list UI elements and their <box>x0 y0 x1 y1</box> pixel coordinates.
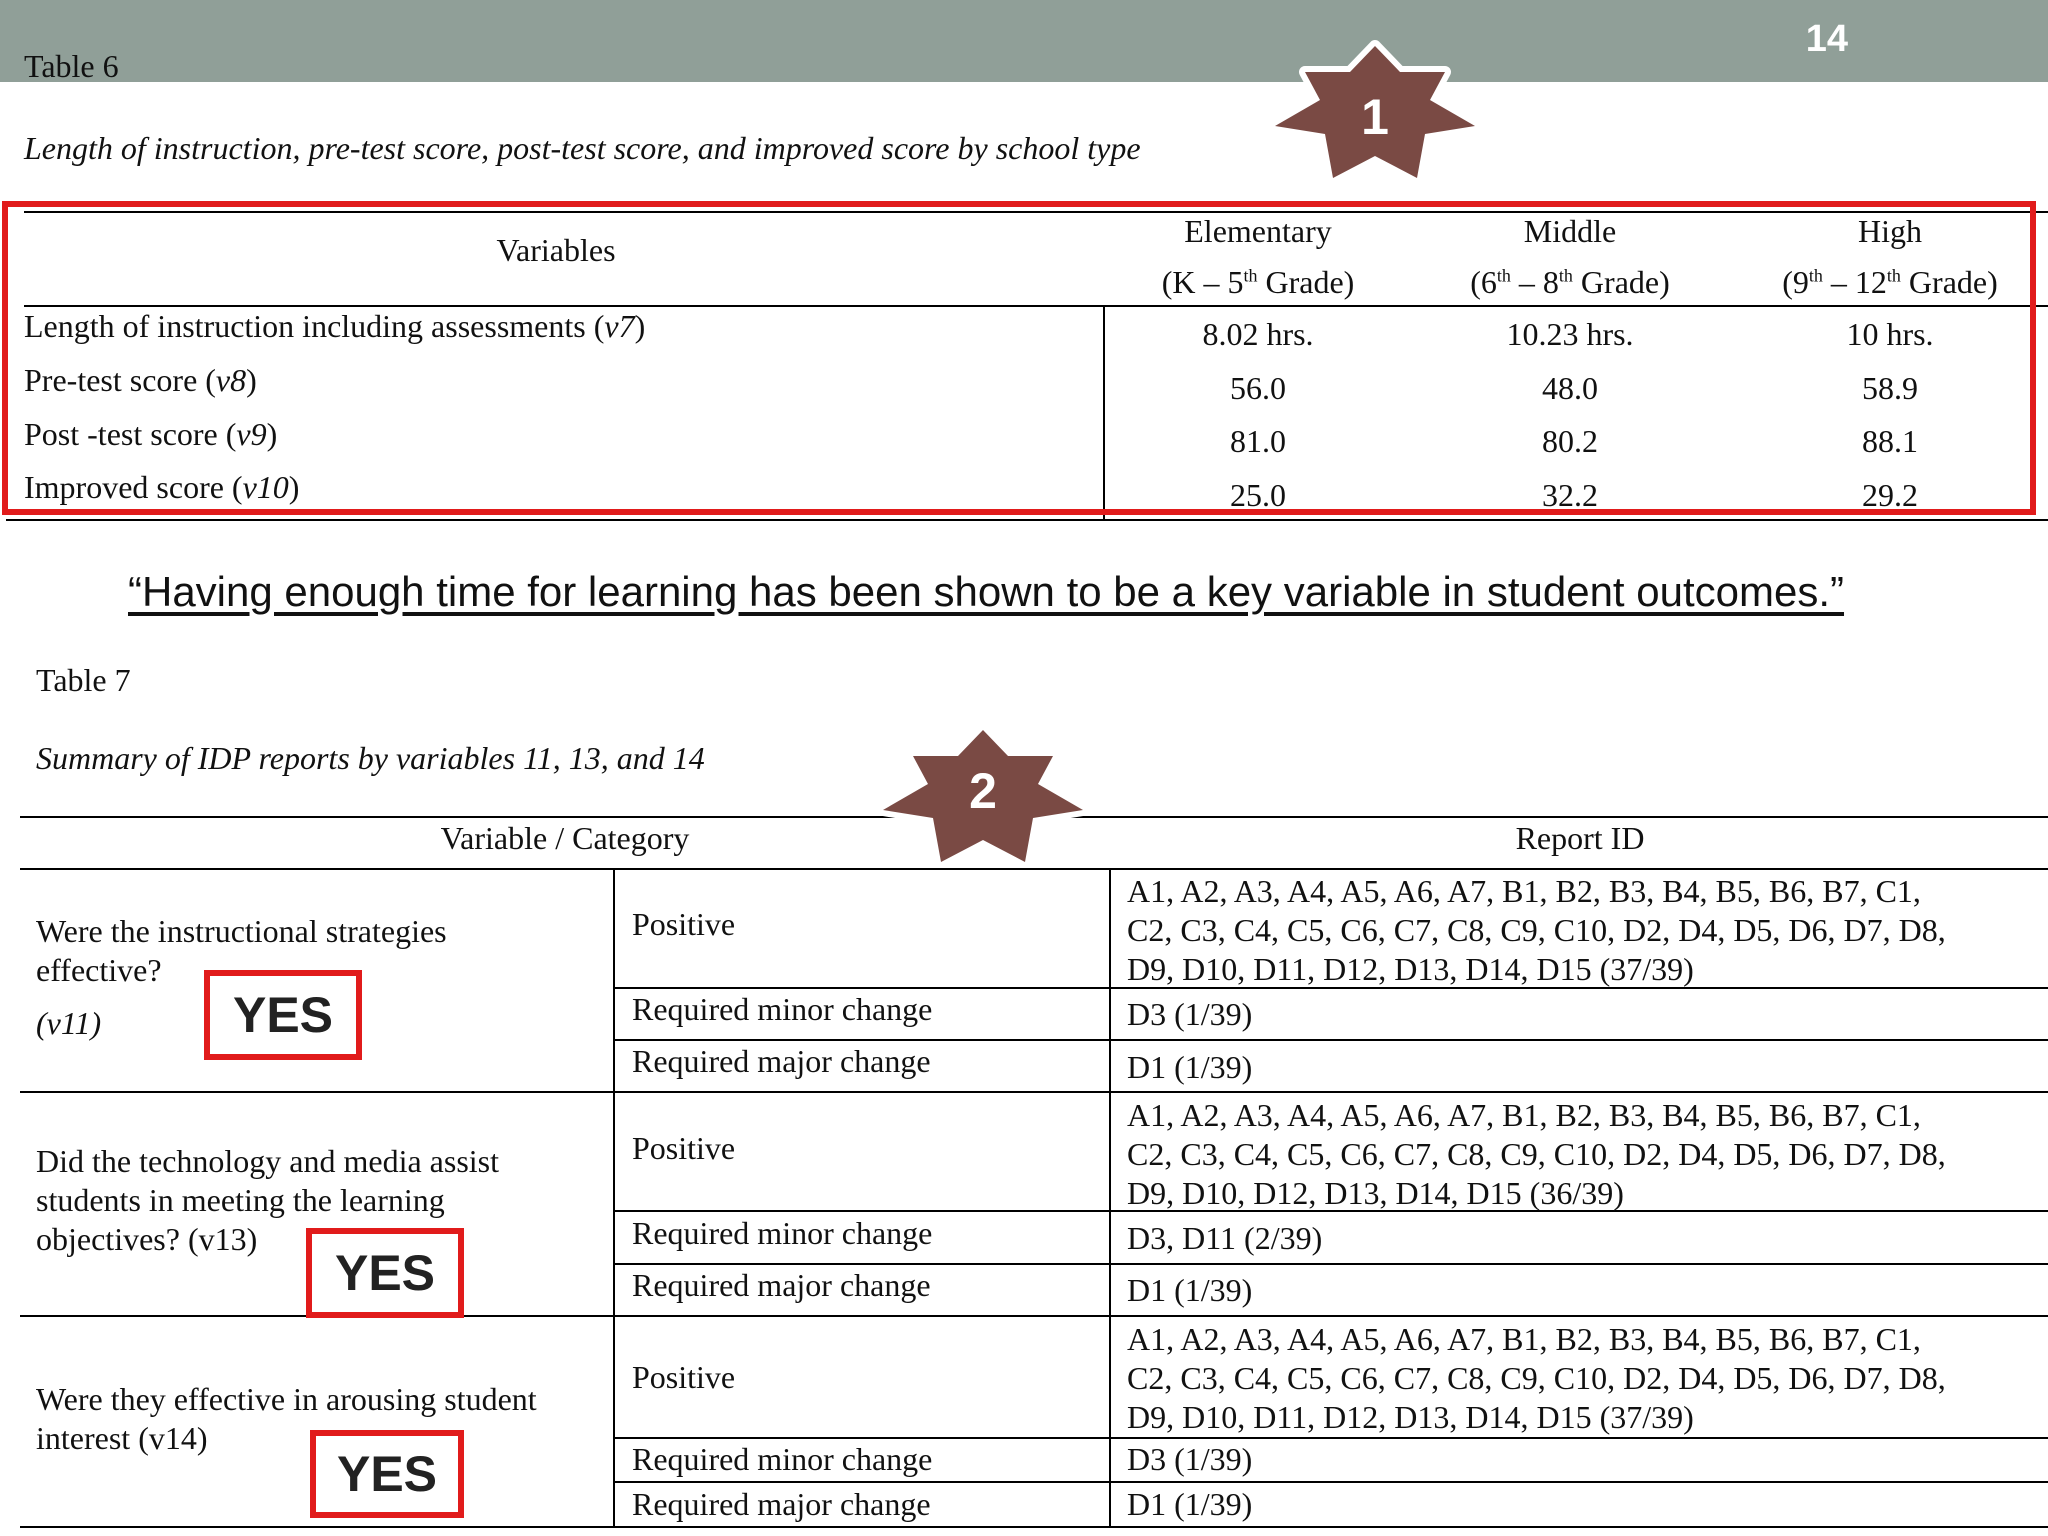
table7-category: Positive <box>632 906 736 942</box>
table7-caption: Summary of IDP reports by variables 11, 13, and 14 <box>36 740 705 776</box>
table7-report-ids: A1, A2, A3, A4, A5, A6, A7, B1, B2, B3, B4, B5, B6, B7, C1, C2, C3, C4, C5, C6, C7, C8, C9, C10, D2, D4, D5, D6, D7, D8, D9, D10, D11, D12, D13, D14, D15 (37/39) <box>1127 873 1946 987</box>
table6-cell: 81.0 <box>1230 423 1286 459</box>
table6-col-elementary-range: (K – 5th Grade) <box>1161 264 1355 300</box>
yes-badge: YES <box>204 970 362 1060</box>
table7-report-ids: D1 (1/39) <box>1127 1049 1253 1085</box>
table6-cell: 8.02 hrs. <box>1202 316 1314 352</box>
table6-cell: 48.0 <box>1542 370 1598 406</box>
table6-cell: 32.2 <box>1542 477 1598 513</box>
table7-column-divider <box>1109 868 1111 1526</box>
table6-bottom-rule <box>6 519 2048 521</box>
table7-category: Required minor change <box>632 1441 933 1477</box>
yes-badge: YES <box>306 1228 464 1318</box>
table7-report-ids: D1 (1/39) <box>1127 1272 1253 1308</box>
callout-number-2: 2 <box>969 763 997 819</box>
page-number: 14 <box>1805 18 1848 60</box>
table7-question: Were the instructional strategies effective? (v11) <box>36 913 447 1041</box>
table7-subrow-rule <box>613 1437 2048 1439</box>
table6-cell: 10 hrs. <box>1846 316 1934 352</box>
table7-col-variable: Variable / Category <box>440 820 690 856</box>
callout-number-1: 1 <box>1361 89 1389 145</box>
table6-row-label: Post -test score (v9) <box>24 416 278 452</box>
table7-category: Required major change <box>632 1267 931 1303</box>
table6-row-label: Pre-test score (v8) <box>24 362 257 398</box>
table7-subrow-rule <box>613 1263 2048 1265</box>
table7-column-divider <box>613 868 615 1526</box>
table6-cell: 56.0 <box>1230 370 1286 406</box>
table7-report-ids: A1, A2, A3, A4, A5, A6, A7, B1, B2, B3, B4, B5, B6, B7, C1, C2, C3, C4, C5, C6, C7, C8, C9, C10, D2, D4, D5, D6, D7, D8, D9, D10, D11, D12, D13, D14, D15 (37/39) <box>1127 1321 1946 1435</box>
table6-cell: 10.23 hrs. <box>1506 316 1634 352</box>
table6-label: Table 6 <box>24 48 119 84</box>
table7-report-ids: D3 (1/39) <box>1127 996 1253 1032</box>
table7-category: Required minor change <box>632 991 933 1027</box>
table7-bottom-rule <box>20 1526 2048 1528</box>
table7-category: Positive <box>632 1130 736 1166</box>
table6-cell: 25.0 <box>1230 477 1286 513</box>
header-bar <box>0 0 2048 82</box>
table7-report-ids: D1 (1/39) <box>1127 1486 1253 1522</box>
table6-cell: 80.2 <box>1542 423 1598 459</box>
table6-col-middle-title: Middle <box>1523 213 1617 249</box>
table6-row-label: Improved score (v10) <box>24 469 300 505</box>
table7-category: Required major change <box>632 1486 931 1522</box>
table6-col-variables: Variables <box>496 232 616 268</box>
table6-col-elementary-title: Elementary <box>1184 213 1332 249</box>
table7-category: Required minor change <box>632 1215 933 1251</box>
table7-report-ids: D3 (1/39) <box>1127 1441 1253 1477</box>
table6-cell: 58.9 <box>1862 370 1918 406</box>
table7-subrow-rule <box>613 1481 2048 1483</box>
table6-col-high-title: High <box>1858 213 1922 249</box>
table6-highlight-box <box>2 201 2036 515</box>
table7-col-report: Report ID <box>1515 820 1645 856</box>
table7-category: Positive <box>632 1359 736 1395</box>
table7-report-ids: D3, D11 (2/39) <box>1127 1220 1323 1256</box>
table7-subrow-rule <box>613 1039 2048 1041</box>
yes-badge: YES <box>310 1430 464 1518</box>
table6-caption: Length of instruction, pre-test score, post-test score, and improved score by school type <box>24 130 1141 166</box>
table7-label: Table 7 <box>36 662 131 698</box>
table7-group-rule <box>20 1091 2048 1093</box>
key-quote: “Having enough time for learning has been shown to be a key variable in student outcomes.” <box>128 568 1845 615</box>
table7-question: Did the technology and media assist students in meeting the learning objectives? (v13) <box>36 1143 500 1257</box>
table7-question: Were they effective in arousing student interest (v14) <box>36 1381 537 1456</box>
table6-cell: 29.2 <box>1862 477 1918 513</box>
table6-col-high-range: (9th – 12th Grade) <box>1782 264 1998 300</box>
table6-col-middle-range: (6th – 8th Grade) <box>1470 264 1670 300</box>
table6-row-label: Length of instruction including assessments (v7) <box>24 308 646 344</box>
table7-report-ids: A1, A2, A3, A4, A5, A6, A7, B1, B2, B3, B4, B5, B6, B7, C1, C2, C3, C4, C5, C6, C7, C8, C9, C10, D2, D4, D5, D6, D7, D8, D9, D10, D12, D13, D14, D15 (36/39) <box>1127 1097 1946 1211</box>
table6-cell: 88.1 <box>1862 423 1918 459</box>
table7-category: Required major change <box>632 1043 931 1079</box>
